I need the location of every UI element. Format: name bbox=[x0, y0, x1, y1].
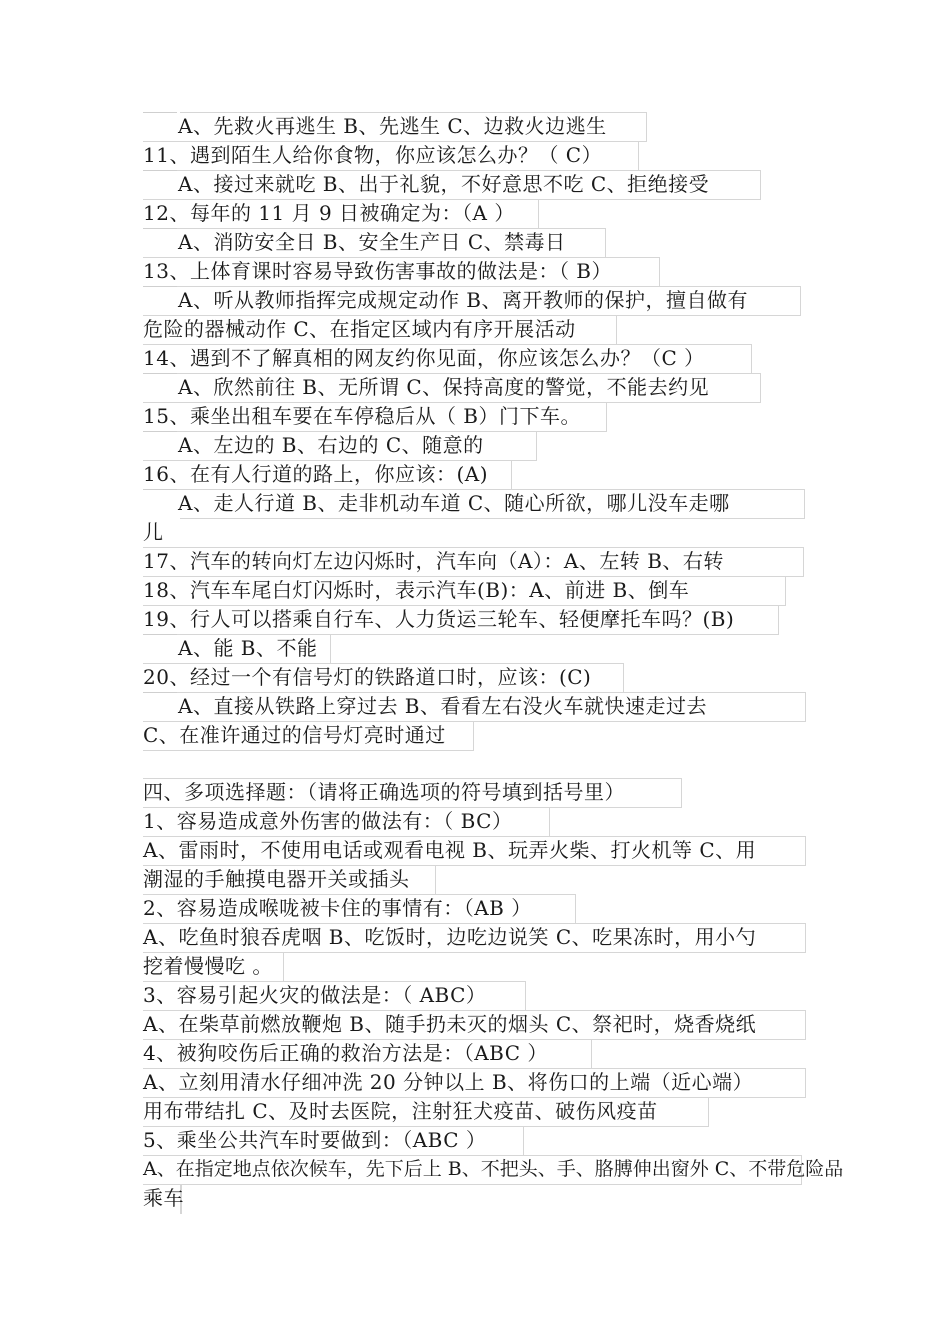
options-14: A、欣然前往 B、无所谓 C、保持高度的警觉，不能去约见 bbox=[178, 375, 710, 399]
mc-options-2-cont: 挖着慢慢吃 。 bbox=[143, 954, 273, 978]
question-13: 13、上体育课时容易导致伤害事故的做法是：（ B） bbox=[143, 259, 613, 283]
mc-options-4: A、立刻用清水仔细冲洗 20 分钟以上 B、将伤口的上端（近心端） bbox=[143, 1070, 754, 1094]
mc-options-1-cont: 潮湿的手触摸电器开关或插头 bbox=[143, 867, 410, 891]
mc-question-2: 2、容易造成喉咙被卡住的事情有：（AB ） bbox=[143, 896, 532, 920]
options-20-cont: C、在准许通过的信号灯亮时通过 bbox=[143, 723, 446, 747]
indent-mark bbox=[143, 170, 177, 171]
question-16: 16、在有人行道的路上，你应该：(A) bbox=[143, 462, 488, 486]
mc-options-3: A、在柴草前燃放鞭炮 B、随手扔未灭的烟头 C、祭祀时，烧香烧纸 bbox=[143, 1012, 757, 1036]
question-18: 18、汽车车尾白灯闪烁时，表示汽车(B)：A、前进 B、倒车 bbox=[143, 578, 690, 602]
options-16-cont: 儿 bbox=[143, 520, 164, 544]
options-13: A、听从教师指挥完成规定动作 B、离开教师的保护，擅自做有 bbox=[178, 288, 748, 312]
question-17: 17、汽车的转向灯左边闪烁时，汽车向（A）：A、左转 B、右转 bbox=[143, 549, 724, 573]
text-line: A、先救火再逃生 B、先逃生 C、边救火边逃生 bbox=[178, 114, 607, 138]
section-heading: 四、多项选择题：（请将正确选项的符号填到括号里） bbox=[143, 780, 625, 804]
options-16: A、走人行道 B、走非机动车道 C、随心所欲，哪儿没车走哪 bbox=[178, 491, 730, 515]
mc-options-5: A、在指定地点依次候车，先下后上 B、不把头、手、胳膊伸出窗外 C、不带危险品 bbox=[143, 1158, 844, 1180]
indent-mark bbox=[143, 634, 177, 635]
mc-question-5: 5、乘坐公共汽车时要做到：（ABC ） bbox=[143, 1128, 487, 1152]
options-11: A、接过来就吃 B、出于礼貌，不好意思不吃 C、拒绝接受 bbox=[178, 172, 710, 196]
question-14: 14、遇到不了解真相的网友约你见面，你应该怎么办？（C ） bbox=[143, 346, 705, 370]
options-12: A、消防安全日 B、安全生产日 C、禁毒日 bbox=[178, 230, 566, 254]
indent-mark bbox=[143, 489, 177, 490]
indent-mark bbox=[143, 286, 177, 287]
question-15: 15、乘坐出租车要在车停稳后从（ B）门下车。 bbox=[143, 404, 582, 428]
mc-options-5-cont: 乘车 bbox=[143, 1186, 184, 1210]
mc-options-1: A、雷雨时，不使用电话或观看电视 B、玩弄火柴、打火机等 C、用 bbox=[143, 838, 757, 862]
question-20: 20、经过一个有信号灯的铁路道口时，应该：(C) bbox=[143, 665, 592, 689]
options-20: A、直接从铁路上穿过去 B、看看左右没火车就快速走过去 bbox=[178, 694, 707, 718]
indent-mark bbox=[143, 112, 177, 113]
options-15: A、左边的 B、右边的 C、随意的 bbox=[178, 433, 484, 457]
mc-question-4: 4、被狗咬伤后正确的救治方法是：（ABC ） bbox=[143, 1041, 548, 1065]
question-11: 11、遇到陌生人给你食物，你应该怎么办？（ C） bbox=[143, 143, 603, 167]
question-19: 19、行人可以搭乘自行车、人力货运三轮车、轻便摩托车吗？(B) bbox=[143, 607, 735, 631]
options-13-cont: 危险的器械动作 C、在指定区域内有序开展活动 bbox=[143, 317, 576, 341]
indent-mark bbox=[143, 228, 177, 229]
options-19: A、能 B、不能 bbox=[178, 636, 318, 660]
question-12: 12、每年的 11 月 9 日被确定为：（A ） bbox=[143, 201, 515, 225]
mc-options-4-cont: 用布带结扎 C、及时去医院，注射狂犬疫苗、破伤风疫苗 bbox=[143, 1099, 658, 1123]
mc-question-1: 1、容易造成意外伤害的做法有：（ BC） bbox=[143, 809, 513, 833]
mc-question-3: 3、容易引起火灾的做法是：（ ABC） bbox=[143, 983, 487, 1007]
indent-mark bbox=[143, 373, 177, 374]
mc-options-2: A、吃鱼时狼吞虎咽 B、吃饭时，边吃边说笑 C、吃果冻时，用小勺 bbox=[143, 925, 757, 949]
indent-mark bbox=[143, 692, 177, 693]
indent-mark bbox=[143, 431, 177, 432]
